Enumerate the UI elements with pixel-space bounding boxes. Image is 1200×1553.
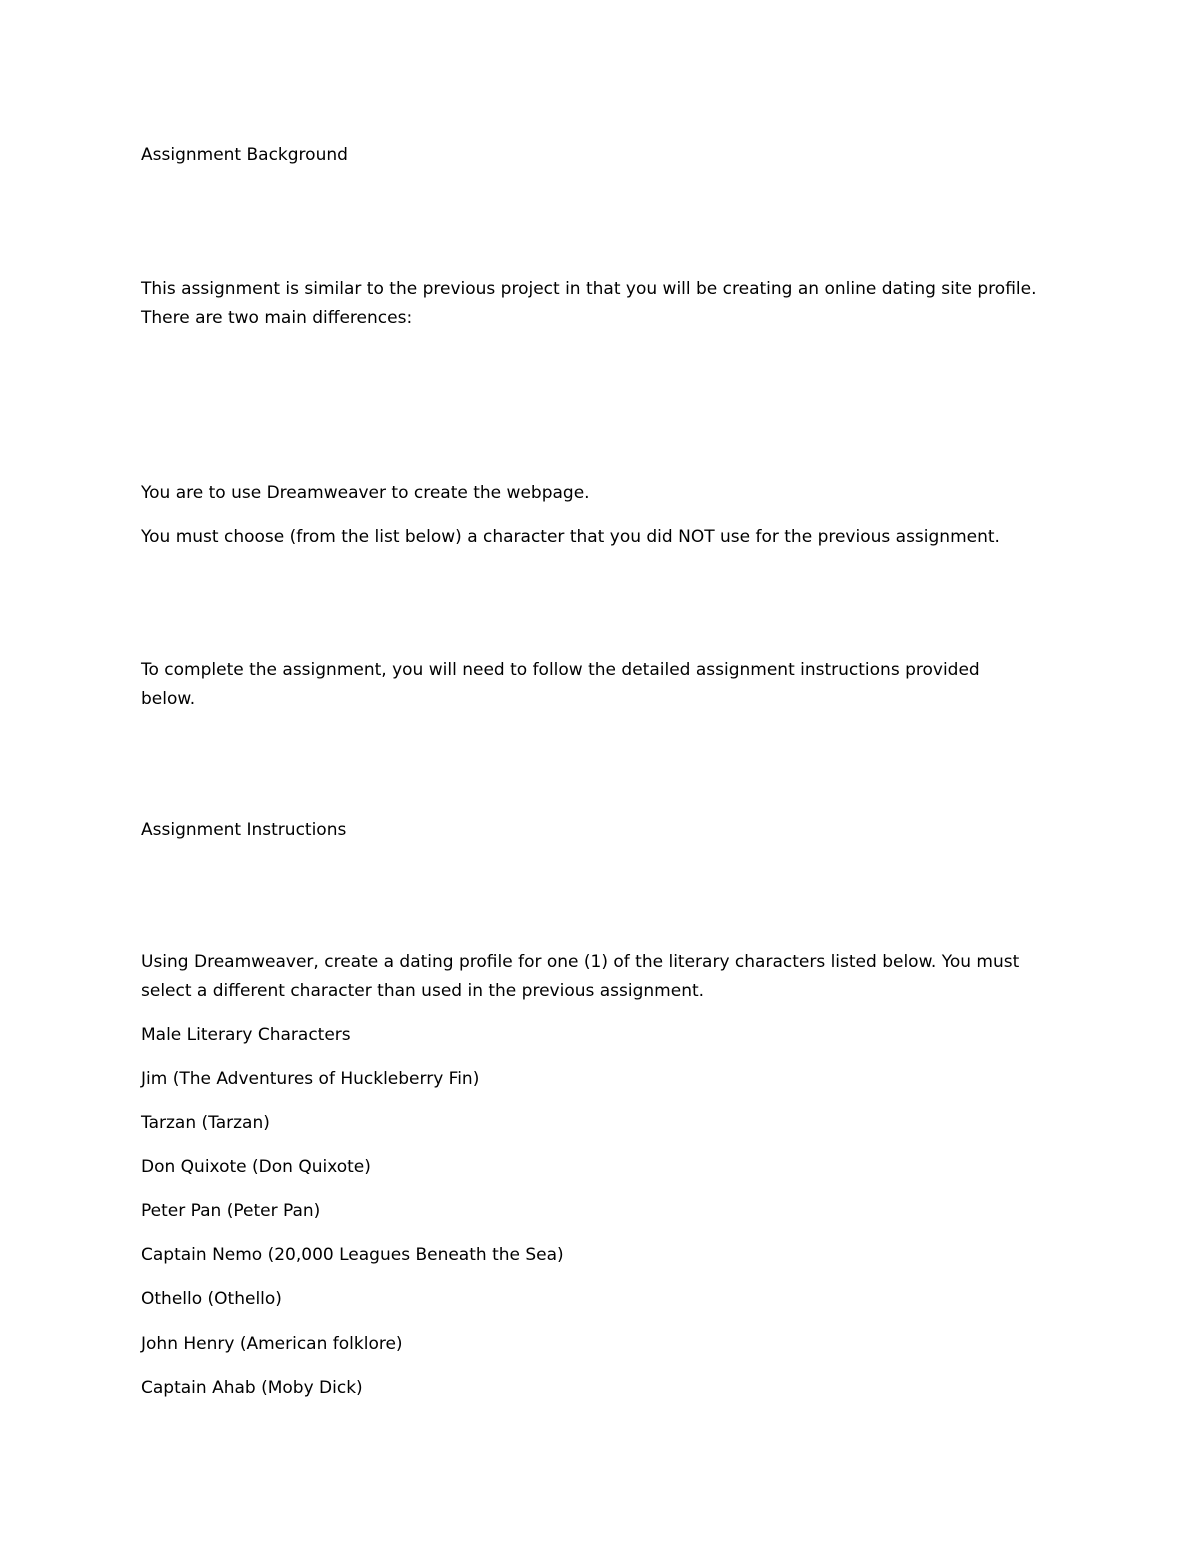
complete-paragraph: To complete the assignment, you will need to follow the detailed assignment instructions provided below.	[141, 660, 980, 709]
character-list-item: Peter Pan (Peter Pan)	[141, 1201, 321, 1221]
character-list-item: Othello (Othello)	[141, 1289, 282, 1309]
male-characters-heading: Male Literary Characters	[141, 1025, 351, 1045]
character-list-item: Captain Ahab (Moby Dick)	[141, 1378, 363, 1398]
character-list-item: Jim (The Adventures of Huckleberry Fin)	[141, 1069, 480, 1089]
heading-assignment-instructions: Assignment Instructions	[141, 820, 347, 840]
character-list-item: John Henry (American folklore)	[141, 1334, 403, 1354]
character-list-item: Tarzan (Tarzan)	[141, 1113, 270, 1133]
instructions-paragraph: Using Dreamweaver, create a dating profile for one (1) of the literary characters listed below. You must select a different character than used in the previous assignment.	[141, 952, 1020, 1001]
heading-assignment-background: Assignment Background	[141, 145, 348, 165]
intro-paragraph: This assignment is similar to the previous project in that you will be creating an online dating site profile. There are two main differences:	[141, 279, 1037, 328]
character-list-item: Don Quixote (Don Quixote)	[141, 1157, 371, 1177]
character-list-item: Captain Nemo (20,000 Leagues Beneath the Sea)	[141, 1245, 564, 1265]
difference-character: You must choose (from the list below) a character that you did NOT use for the previous assignment.	[141, 527, 1000, 547]
difference-dreamweaver: You are to use Dreamweaver to create the webpage.	[141, 483, 590, 503]
